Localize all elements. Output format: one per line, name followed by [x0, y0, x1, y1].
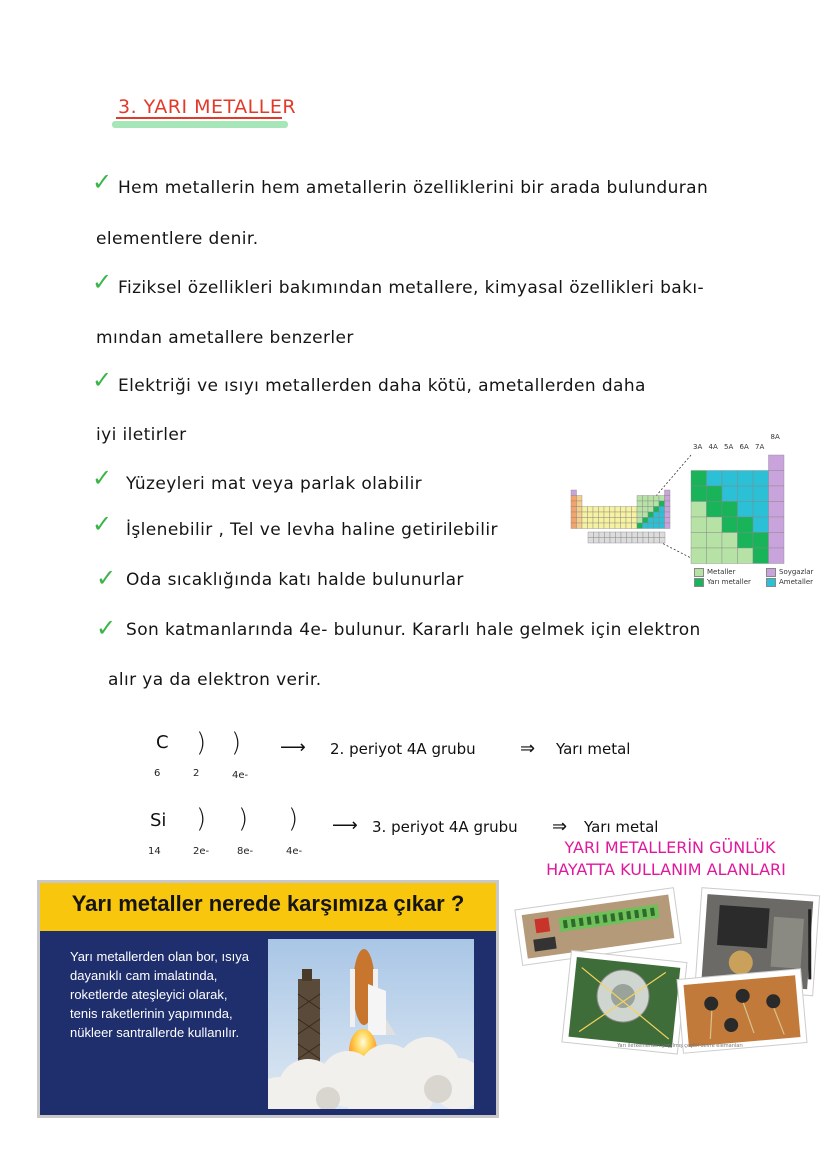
periodic-table-svg	[566, 428, 826, 588]
bullet-1-line-1: Hem metallerin hem ametallerin özelliklerini bir arada bulunduran	[118, 178, 709, 198]
table-cell	[615, 523, 621, 529]
table-cell	[643, 496, 649, 502]
table-cell	[588, 538, 594, 544]
table-cell	[621, 538, 627, 544]
periodic-table-figure	[566, 428, 826, 588]
table-cell	[648, 523, 654, 529]
table-cell	[637, 512, 643, 518]
table-cell	[665, 496, 671, 502]
table-cell	[577, 496, 583, 502]
table-cell	[621, 518, 627, 524]
table-cell	[738, 548, 754, 564]
table-cell	[648, 496, 654, 502]
legend	[694, 567, 828, 587]
carbon-result: Yarı metal	[556, 740, 631, 758]
table-cell	[654, 501, 660, 507]
usage-caption: Yarı iletkenlerden yapılmış çeşitli devre elemanları	[617, 1043, 743, 1049]
table-cell	[643, 518, 649, 524]
table-cell	[594, 532, 600, 538]
check-icon: ✓	[92, 366, 113, 394]
table-cell	[599, 518, 605, 524]
table-cell	[637, 523, 643, 529]
table-cell	[610, 538, 616, 544]
table-cell	[643, 532, 649, 538]
table-cell	[626, 507, 632, 513]
table-cell	[753, 502, 769, 518]
table-cell	[604, 518, 610, 524]
check-icon: ✓	[92, 464, 113, 492]
table-cell	[627, 538, 633, 544]
table-cell	[660, 532, 666, 538]
table-cell	[610, 523, 616, 529]
table-cell	[593, 523, 599, 529]
shell-arc: )	[288, 804, 299, 834]
check-icon: ✓	[96, 564, 117, 592]
table-cell	[588, 512, 594, 518]
table-cell	[722, 533, 738, 549]
group-label: 7A	[755, 443, 765, 451]
table-cell	[643, 501, 649, 507]
table-cell	[660, 538, 666, 544]
bullet-6-line-1: Oda sıcaklığında katı halde bulunurlar	[126, 570, 464, 590]
table-cell	[610, 518, 616, 524]
page-title: 3. YARI METALLER	[118, 96, 297, 118]
table-cell	[654, 518, 660, 524]
legend-swatch-metals	[694, 568, 704, 577]
table-cell	[582, 507, 588, 513]
table-cell	[665, 512, 671, 518]
table-cell	[571, 496, 577, 502]
table-cell	[599, 507, 605, 513]
silicon-shell-2: 8e-	[237, 846, 254, 857]
table-cell	[577, 523, 583, 529]
table-cell	[722, 517, 738, 533]
title-underline-highlight	[112, 121, 288, 128]
table-cell	[691, 517, 707, 533]
table-cell	[616, 532, 622, 538]
table-cell	[654, 532, 660, 538]
table-cell	[593, 512, 599, 518]
bullet-2-line-1: Fiziksel özellikleri bakımından metallere, kimyasal özellikleri bakı-	[118, 278, 705, 298]
table-cell	[621, 507, 627, 513]
legend-swatch-noble-gases	[766, 568, 776, 577]
table-cell	[571, 518, 577, 524]
table-cell	[593, 507, 599, 513]
table-cell	[610, 532, 616, 538]
carbon-shell-1: 2	[193, 768, 200, 779]
table-cell	[593, 518, 599, 524]
table-cell	[621, 512, 627, 518]
arrow-icon: ⟶	[332, 815, 358, 836]
usage-title-line-1: YARI METALLERİN GÜNLÜK	[564, 838, 776, 857]
group-label: 4A	[708, 443, 718, 451]
table-cell	[615, 518, 621, 524]
usage-title-line-2: HAYATTA KULLANIM ALANLARI	[546, 860, 786, 879]
table-cell	[738, 486, 754, 502]
table-cell	[637, 496, 643, 502]
table-cell	[615, 512, 621, 518]
table-cell	[654, 496, 660, 502]
table-cell	[659, 523, 665, 529]
shell-arc: )	[196, 728, 207, 758]
table-cell	[769, 548, 785, 564]
table-cell	[571, 523, 577, 529]
table-cell	[665, 490, 671, 496]
bullet-2-line-2: mından ametallere benzerler	[96, 328, 354, 348]
table-cell	[722, 471, 738, 487]
table-cell	[626, 518, 632, 524]
group-label: 5A	[724, 443, 734, 451]
table-cell	[738, 471, 754, 487]
table-cell	[691, 486, 707, 502]
table-cell	[707, 471, 723, 487]
table-cell	[605, 538, 611, 544]
table-cell	[738, 533, 754, 549]
table-cell	[637, 501, 643, 507]
table-cell	[643, 507, 649, 513]
table-cell	[665, 501, 671, 507]
table-cell	[604, 523, 610, 529]
silicon-atomic-number: 14	[148, 846, 161, 857]
table-cell	[594, 538, 600, 544]
bullet-7-line-2: alır ya da elektron verir.	[108, 670, 322, 690]
usage-photos	[512, 886, 822, 1056]
check-icon: ✓	[92, 268, 113, 296]
table-cell	[632, 538, 638, 544]
table-cell	[722, 502, 738, 518]
table-cell	[599, 532, 605, 538]
table-cell	[571, 512, 577, 518]
table-cell	[643, 538, 649, 544]
table-cell	[571, 501, 577, 507]
bullet-4-line-1: Yüzeyleri mat veya parlak olabilir	[126, 474, 423, 494]
implies-icon: ⇒	[552, 816, 568, 837]
table-cell	[605, 532, 611, 538]
group-label: 3A	[693, 443, 703, 451]
carbon-shell-2: 4e-	[232, 770, 249, 781]
table-cell	[649, 532, 655, 538]
table-cell	[588, 507, 594, 513]
table-cell	[691, 502, 707, 518]
table-cell	[648, 501, 654, 507]
table-cell	[632, 518, 638, 524]
bullet-3-line-1: Elektriği ve ısıyı metallerden daha kötü, ametallerden daha	[118, 376, 646, 396]
table-cell	[654, 507, 660, 513]
table-cell	[648, 507, 654, 513]
table-cell	[707, 517, 723, 533]
table-cell	[753, 471, 769, 487]
table-cell	[577, 518, 583, 524]
table-cell	[707, 548, 723, 564]
table-cell	[659, 501, 665, 507]
table-cell	[632, 512, 638, 518]
table-cell	[738, 517, 754, 533]
table-cell	[637, 518, 643, 524]
table-cell	[665, 523, 671, 529]
table-cell	[769, 517, 785, 533]
table-cell	[659, 512, 665, 518]
table-cell	[648, 512, 654, 518]
table-cell	[648, 518, 654, 524]
table-cell	[626, 523, 632, 529]
legend-label: Soygazlar	[779, 568, 814, 576]
table-cell	[722, 548, 738, 564]
table-cell	[753, 486, 769, 502]
table-cell	[599, 523, 605, 529]
table-cell	[691, 533, 707, 549]
bullet-3-line-2: iyi iletirler	[96, 425, 187, 445]
table-cell	[582, 512, 588, 518]
implies-icon: ⇒	[520, 738, 536, 759]
table-cell	[637, 507, 643, 513]
table-cell	[632, 532, 638, 538]
table-cell	[665, 507, 671, 513]
silicon-period: 3. periyot 4A grubu	[372, 818, 518, 836]
check-icon: ✓	[92, 168, 113, 196]
table-cell	[665, 518, 671, 524]
table-cell	[638, 538, 644, 544]
table-cell	[654, 512, 660, 518]
table-cell	[654, 538, 660, 544]
carbon-symbol: C	[156, 732, 169, 753]
table-cell	[577, 507, 583, 513]
bullet-7-line-1: Son katmanlarında 4e- bulunur. Kararlı hale gelmek için elektron	[126, 620, 701, 640]
shell-arc: )	[196, 804, 207, 834]
table-cell	[753, 548, 769, 564]
silicon-shell-1: 2e-	[193, 846, 210, 857]
table-cell	[649, 538, 655, 544]
table-cell	[738, 502, 754, 518]
shell-arc: )	[231, 728, 242, 758]
table-cell	[571, 507, 577, 513]
carbon-period: 2. periyot 4A grubu	[330, 740, 476, 758]
table-cell	[571, 490, 577, 496]
silicon-symbol: Si	[150, 810, 167, 831]
table-cell	[626, 512, 632, 518]
table-cell	[654, 523, 660, 529]
check-icon: ✓	[92, 510, 113, 538]
group-label: 8A	[770, 433, 780, 441]
table-cell	[577, 512, 583, 518]
table-cell	[599, 538, 605, 544]
legend-label: Metaller	[707, 568, 736, 576]
table-cell	[769, 471, 785, 487]
bullet-1-line-2: elementlere denir.	[96, 229, 259, 249]
table-cell	[659, 518, 665, 524]
legend-swatch-metalloids	[694, 578, 704, 587]
table-cell	[632, 523, 638, 529]
bullet-5-line-1: İşlenebilir , Tel ve levha haline getirilebilir	[126, 520, 498, 540]
arrow-icon: ⟶	[280, 737, 306, 758]
table-cell	[599, 512, 605, 518]
group-label: 6A	[739, 443, 749, 451]
legend-label: Yarı metaller	[707, 578, 751, 586]
silicon-shell-3: 4e-	[286, 846, 303, 857]
table-cell	[577, 501, 583, 507]
table-cell	[769, 486, 785, 502]
table-cell	[615, 507, 621, 513]
table-cell	[643, 523, 649, 529]
info-card	[37, 880, 499, 1118]
table-cell	[659, 496, 665, 502]
card-text: Yarı metallerden olan bor, ısıya dayanıklı cam imalatında, roketlerde ateşleyici olarak, tenis raketlerinin yapımında, nükleer santrallerde kullanılır.	[70, 949, 249, 1040]
card-title: Yarı metaller nerede karşımıza çıkar ?	[71, 891, 465, 916]
shell-arc: )	[238, 804, 249, 834]
table-cell	[627, 532, 633, 538]
table-cell	[707, 502, 723, 518]
table-cell	[582, 523, 588, 529]
table-cell	[707, 533, 723, 549]
legend-swatch-nonmetals	[766, 578, 776, 587]
table-cell	[769, 455, 785, 471]
table-cell	[588, 518, 594, 524]
table-cell	[769, 502, 785, 518]
table-cell	[632, 507, 638, 513]
carbon-atomic-number: 6	[154, 768, 161, 779]
table-cell	[604, 507, 610, 513]
table-cell	[691, 471, 707, 487]
table-cell	[707, 486, 723, 502]
rocket-launch-image	[268, 939, 474, 1109]
check-icon: ✓	[96, 614, 117, 642]
table-cell	[616, 538, 622, 544]
table-cell	[610, 507, 616, 513]
table-cell	[643, 512, 649, 518]
table-cell	[722, 486, 738, 502]
table-cell	[621, 523, 627, 529]
table-cell	[659, 507, 665, 513]
table-cell	[638, 532, 644, 538]
table-cell	[769, 533, 785, 549]
table-cell	[621, 532, 627, 538]
table-cell	[753, 517, 769, 533]
table-cell	[588, 523, 594, 529]
table-cell	[588, 532, 594, 538]
legend-label: Ametaller	[779, 578, 814, 586]
table-cell	[604, 512, 610, 518]
table-cell	[691, 548, 707, 564]
table-cell	[753, 533, 769, 549]
table-cell	[582, 518, 588, 524]
table-cell	[610, 512, 616, 518]
silicon-result: Yarı metal	[584, 818, 659, 836]
